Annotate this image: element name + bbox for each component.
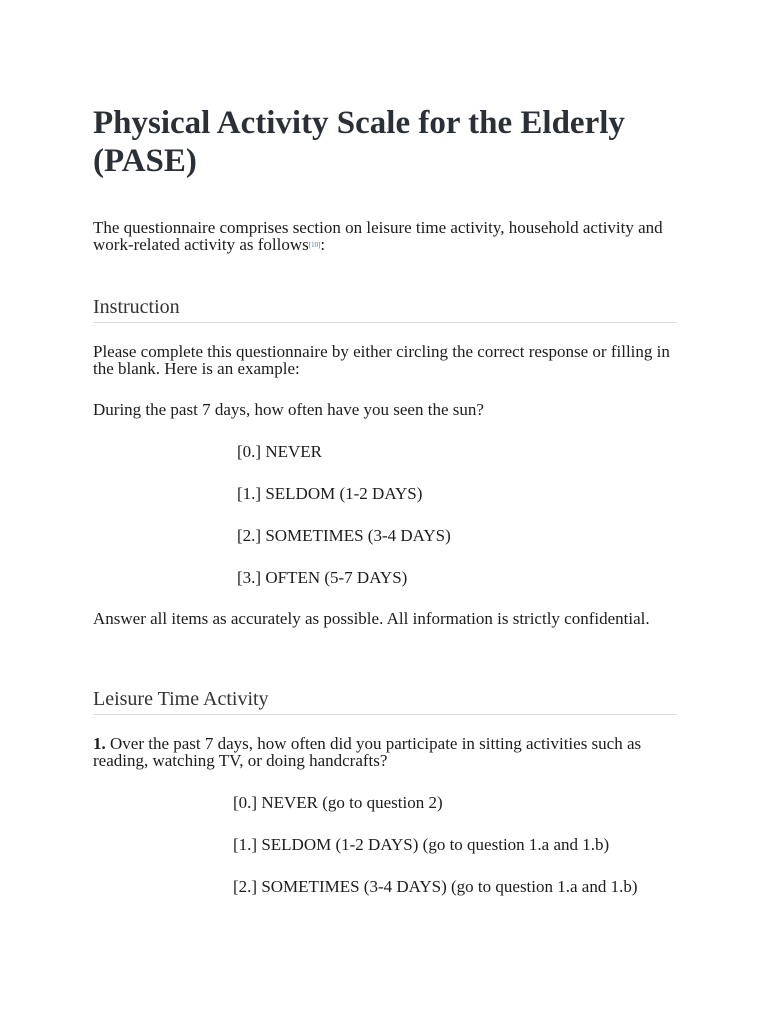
- example-question: During the past 7 days, how often have you seen the sun?: [93, 400, 484, 419]
- example-option: [1.] SELDOM (1-2 DAYS): [237, 484, 423, 503]
- question-1: [93, 735, 677, 769]
- question-text: Over the past 7 days, how often did you participate in sitting activities such as reading, watching TV, or doing handcrafts?: [93, 734, 642, 770]
- example-option: [3.] OFTEN (5-7 DAYS): [237, 568, 408, 587]
- instruction-heading: Instruction: [93, 296, 677, 323]
- example-option: [0.] NEVER: [237, 442, 322, 461]
- intro-suffix: :: [320, 235, 326, 254]
- intro-paragraph: [93, 219, 677, 254]
- confidentiality-note: Answer all items as accurately as possible. All information is strictly confidential.: [93, 609, 650, 628]
- question-number: 1.: [93, 734, 106, 753]
- example-option: [2.] SOMETIMES (3-4 DAYS): [237, 526, 451, 545]
- instruction-text: Please complete this questionnaire by either circling the correct response or filling in the blank. Here is an example:: [93, 342, 670, 378]
- question-option: [0.] NEVER (go to question 2): [233, 793, 443, 812]
- question-option: [1.] SELDOM (1-2 DAYS) (go to question 1.a and 1.b): [233, 835, 610, 854]
- page-title: Physical Activity Scale for the Elderly (PASE): [93, 105, 625, 179]
- leisure-heading: Leisure Time Activity: [93, 688, 677, 715]
- question-option: [2.] SOMETIMES (3-4 DAYS) (go to question 1.a and 1.b): [233, 877, 638, 896]
- intro-text: The questionnaire comprises section on leisure time activity, household activity and work-related activity as follows: [93, 218, 663, 254]
- reference-link[interactable]: [10]: [308, 241, 321, 249]
